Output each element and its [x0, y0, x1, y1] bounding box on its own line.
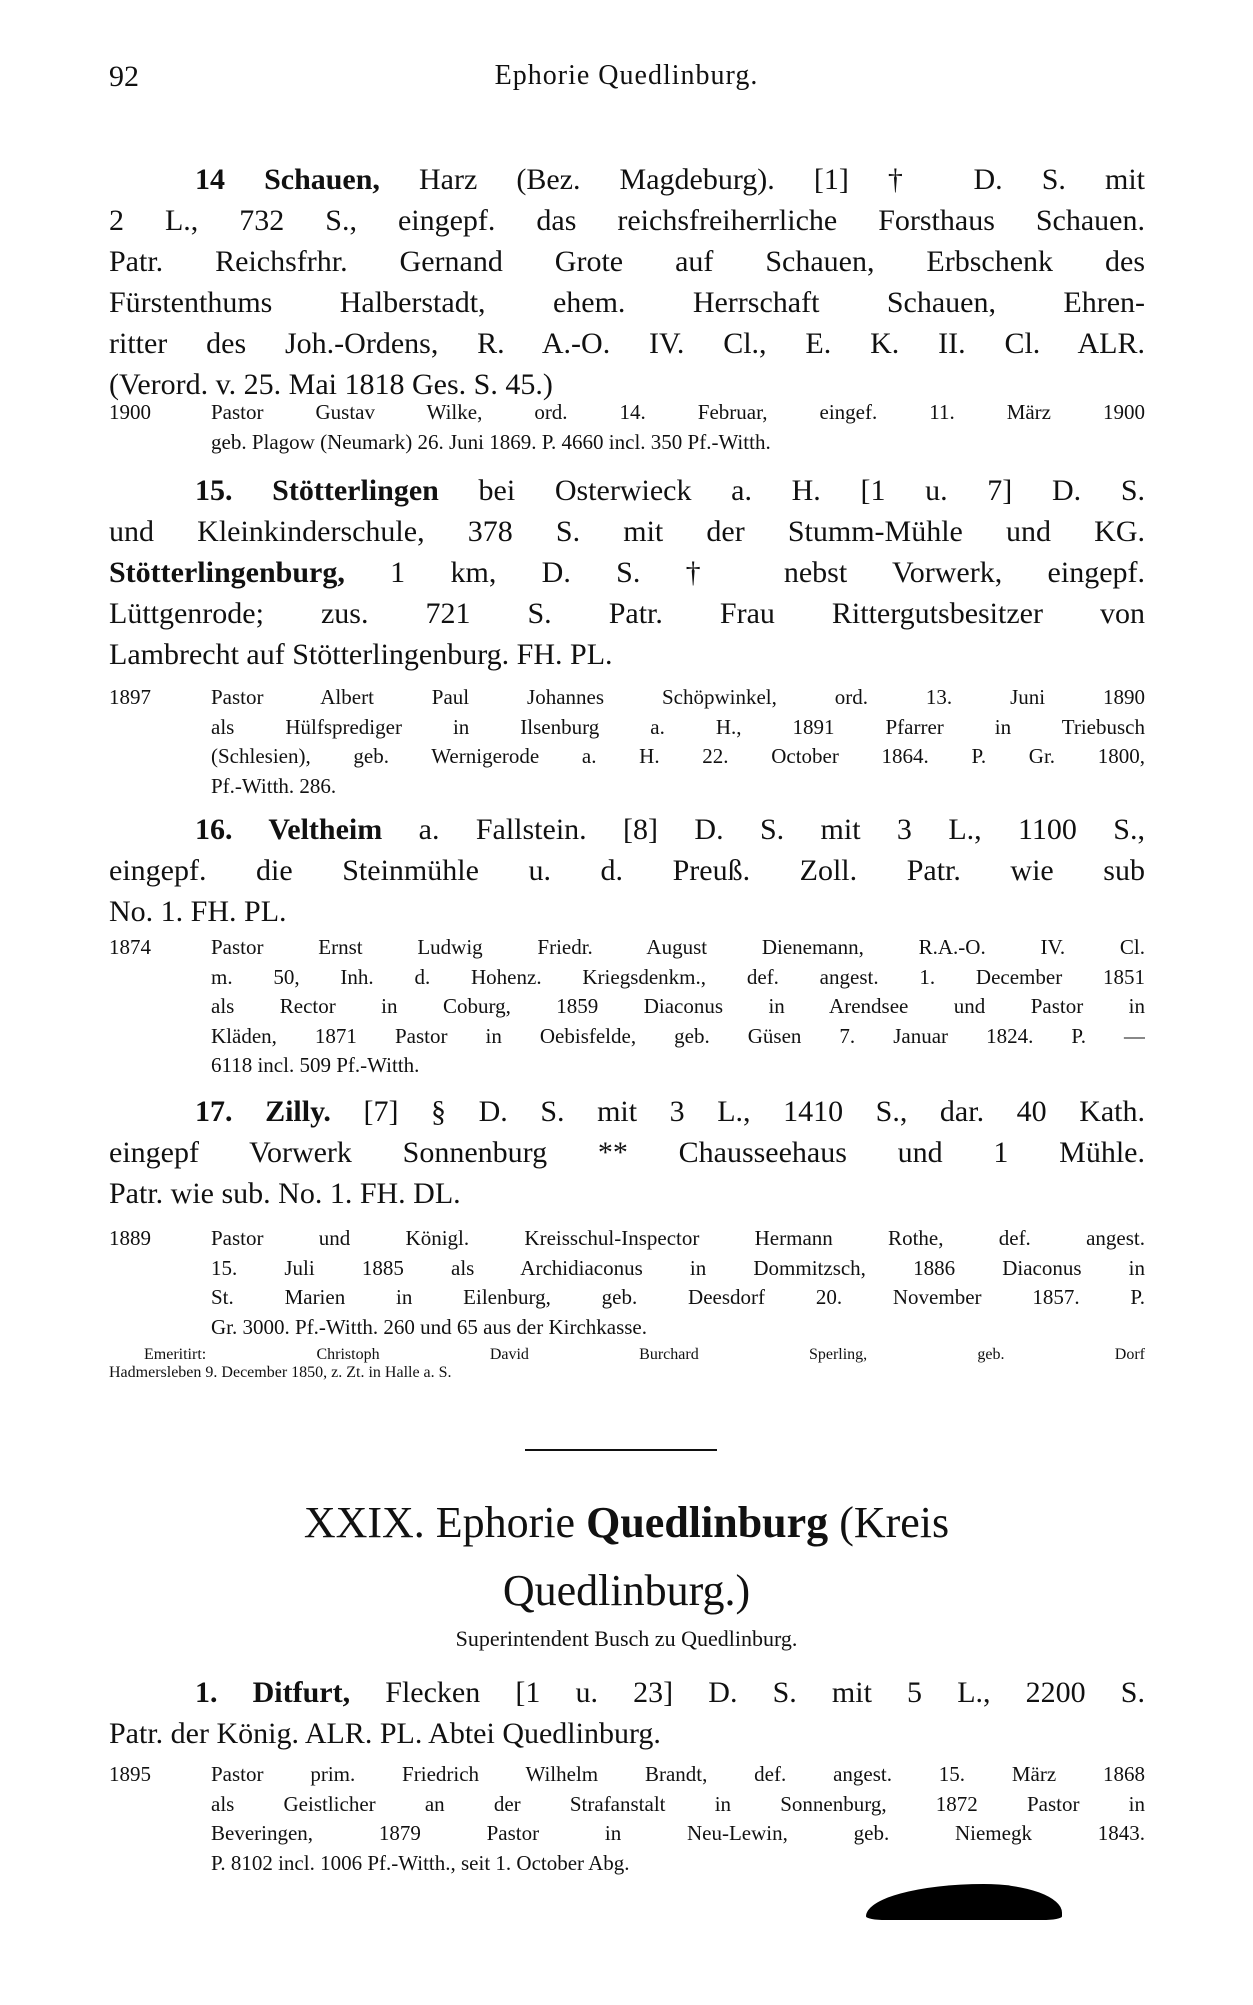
text-line [211, 963, 1145, 993]
line-text: als Geistlicher an der Strafanstalt in Sonnenburg, 1872 Pastor in [211, 1791, 1145, 1816]
entry-body [211, 398, 1145, 457]
line-text: Gr. 3000. Pf.-Witth. 260 und 65 aus der Kirchkasse. [211, 1314, 648, 1339]
line-text: Kläden, 1871 Pastor in Oebisfelde, geb. Güsen 7. Januar 1824. P. — [211, 1023, 1145, 1048]
line-text: Flecken [1 u. 23] D. S. mit 5 L., 2200 S. [350, 1676, 1145, 1709]
place-name: 1. Ditfurt, [195, 1676, 351, 1709]
line-text: 2 L., 732 S., eingepf. das reichsfreiherrliche Forsthaus Schauen. [109, 204, 1145, 237]
line-text: als Hülfsprediger in Ilsenburg a. H., 1891 Pfarrer in Triebusch [211, 714, 1145, 739]
place-name: 14 Schauen, [195, 163, 380, 196]
text-line [211, 398, 1145, 428]
line-text: [7] § D. S. mit 3 L., 1410 S., dar. 40 Kath. [330, 1095, 1145, 1128]
text-line [211, 1790, 1145, 1820]
line-text: Emeritirt: Christoph David Burchard Sperling, geb. Dorf [144, 1346, 1145, 1363]
line-text: Patr. wie sub. No. 1. FH. DL. [109, 1177, 461, 1210]
line-text: Pastor Gustav Wilke, ord. 14. Februar, eingef. 11. März 1900 [211, 400, 1145, 424]
text-line [109, 282, 1145, 323]
pastor-entry [109, 398, 1145, 457]
line-text: P. 8102 incl. 1006 Pf.-Witth., seit 1. October Abg. [211, 1850, 630, 1875]
line-text: Hadmersleben 9. December 1850, z. Zt. in Halle a. S. [109, 1364, 452, 1381]
ink-blot [866, 1884, 1062, 1920]
text-line [211, 742, 1145, 772]
parish-entry [109, 470, 1145, 675]
pastor-entry [109, 1224, 1145, 1342]
entry-year: 1895 [109, 1762, 151, 1786]
line-text: (Schlesien), geb. Wernigerode a. H. 22. October 1864. P. Gr. 1800, [211, 744, 1145, 768]
text-line [211, 1849, 1145, 1879]
section-heading-line-1 [0, 1489, 1253, 1557]
line-text: m. 50, Inh. d. Hohenz. Kriegsdenkm., def. angest. 1. December 1851 [211, 964, 1145, 989]
line-text: Lüttgenrode; zus. 721 S. Patr. Frau Rittergutsbesitzer von [109, 597, 1145, 630]
text-line [109, 850, 1145, 891]
line-text: geb. Plagow (Neumark) 26. Juni 1869. P. 4660 incl. 350 Pf.-Witth. [211, 429, 771, 454]
entry-body [211, 1760, 1145, 1878]
line-text: St. Marien in Eilenburg, geb. Deesdorf 20. November 1857. P. [211, 1285, 1145, 1309]
running-title: Ephorie Quedlinburg. [494, 60, 759, 91]
line-text: 1 km, D. S. † nebst Vorwerk, eingepf. [344, 556, 1145, 589]
text-line [211, 772, 1145, 802]
text-line [109, 634, 1145, 675]
line-text: Pastor und Königl. Kreisschul-Inspector Hermann Rothe, def. angest. [211, 1226, 1145, 1250]
superintendent-line: Superintendent Busch zu Quedlinburg. [455, 1626, 798, 1651]
text-line [109, 1364, 1145, 1382]
text-line [211, 1283, 1145, 1313]
text-line [211, 1224, 1145, 1254]
line-text: bei Osterwieck a. H. [1 u. 7] D. S. [438, 474, 1145, 507]
place-name: 16. Veltheim [195, 813, 383, 846]
heading-text: XXIX. Ephorie [303, 1498, 587, 1547]
line-text: Fürstenthums Halberstadt, ehem. Herrschaft Schauen, Ehren- [109, 286, 1145, 319]
entry-year: 1874 [109, 935, 151, 959]
text-line [109, 1091, 1145, 1132]
entry-year: 1889 [109, 1226, 151, 1250]
text-line [211, 713, 1145, 743]
entry-body [211, 1224, 1145, 1342]
text-line [109, 1173, 1145, 1214]
line-text: ritter des Joh.-Ordens, R. A.-O. IV. Cl., E. K. II. Cl. ALR. [109, 327, 1145, 360]
line-text: eingepf Vorwerk Sonnenburg ** Chausseehaus und 1 Mühle. [109, 1136, 1145, 1169]
text-line [109, 470, 1145, 511]
text-line [109, 1672, 1145, 1713]
text-line [211, 992, 1145, 1022]
heading-text: (Kreis [828, 1498, 950, 1547]
parish-entry [109, 809, 1145, 932]
parish-entry [109, 1091, 1145, 1214]
text-line [109, 552, 1145, 593]
text-line [109, 159, 1145, 200]
pastor-entry [109, 1760, 1145, 1878]
pastor-entry [109, 683, 1145, 801]
entry-year: 1897 [109, 685, 151, 709]
text-line [211, 1819, 1145, 1849]
heading-place: Quedlinburg [586, 1498, 829, 1547]
place-name: 15. Stötterlingen [195, 474, 439, 507]
line-text: Pastor Ernst Ludwig Friedr. August Dienemann, R.A.-O. IV. Cl. [211, 935, 1145, 959]
entry-body [211, 933, 1145, 1081]
text-line [211, 1051, 1145, 1081]
line-text: 6118 incl. 509 Pf.-Witth. [211, 1053, 420, 1077]
place-name: Stötterlingenburg, [109, 556, 345, 589]
line-text: Harz (Bez. Magdeburg). [1] † D. S. mit [379, 163, 1145, 196]
text-line [211, 428, 1145, 458]
text-line [211, 683, 1145, 713]
pastor-entry [109, 933, 1145, 1081]
line-text: 15. Juli 1885 als Archidiaconus in Dommitzsch, 1886 Diaconus in [211, 1255, 1145, 1280]
text-line [109, 200, 1145, 241]
text-line [211, 1254, 1145, 1284]
text-line [109, 1346, 1145, 1364]
line-text: Lambrecht auf Stötterlingenburg. FH. PL. [109, 638, 613, 671]
section-divider [525, 1449, 717, 1451]
text-line [211, 1313, 1145, 1343]
text-line [211, 933, 1145, 963]
text-line [109, 593, 1145, 634]
text-line [109, 891, 1145, 932]
line-text: a. Fallstein. [8] D. S. mit 3 L., 1100 S., [382, 813, 1145, 846]
line-text: Pastor prim. Friedrich Wilhelm Brandt, def. angest. 15. März 1868 [211, 1762, 1145, 1786]
text-line [211, 1760, 1145, 1790]
text-line [109, 1713, 1145, 1754]
line-text: No. 1. FH. PL. [109, 895, 287, 928]
line-text: (Verord. v. 25. Mai 1818 Ges. S. 45.) [109, 368, 553, 401]
entry-year: 1900 [109, 400, 151, 424]
text-line [109, 323, 1145, 364]
parish-entry [109, 159, 1145, 405]
line-text: Beveringen, 1879 Pastor in Neu-Lewin, geb. Niemegk 1843. [211, 1821, 1145, 1845]
place-name: 17. Zilly. [195, 1095, 331, 1128]
text-line [109, 809, 1145, 850]
text-line [109, 511, 1145, 552]
emeritus-entry [109, 1346, 1145, 1382]
text-line [211, 1022, 1145, 1052]
line-text: Pastor Albert Paul Johannes Schöpwinkel, ord. 13. Juni 1890 [211, 685, 1145, 709]
text-line [109, 1132, 1145, 1173]
entry-body [211, 683, 1145, 801]
line-text: Pf.-Witth. 286. [211, 773, 337, 798]
line-text: als Rector in Coburg, 1859 Diaconus in Arendsee und Pastor in [211, 994, 1145, 1018]
line-text: eingepf. die Steinmühle u. d. Preuß. Zoll. Patr. wie sub [109, 854, 1145, 887]
text-line [109, 241, 1145, 282]
line-text: und Kleinkinderschule, 378 S. mit der Stumm-Mühle und KG. [109, 515, 1145, 548]
page-number: 92 [109, 60, 139, 93]
section-heading-line-2: Quedlinburg.) [502, 1566, 751, 1615]
line-text: Patr. Reichsfrhr. Gernand Grote auf Schauen, Erbschenk des [109, 245, 1145, 278]
line-text: Patr. der König. ALR. PL. Abtei Quedlinburg. [109, 1717, 661, 1750]
section-heading [0, 1489, 1253, 1625]
parish-entry [109, 1672, 1145, 1754]
